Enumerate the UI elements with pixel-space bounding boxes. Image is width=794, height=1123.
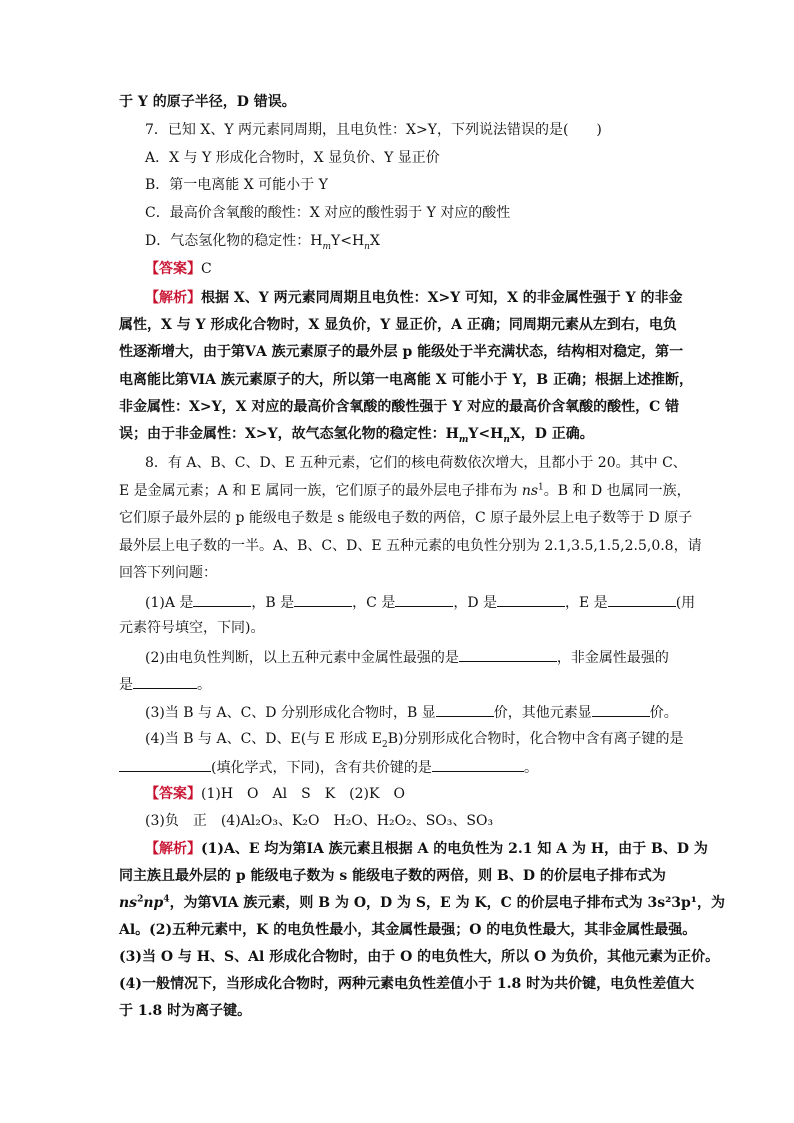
q8-subquestion-4: (4)当 B 与 A、C、D、E(与 E 形成 $E_2B$)分别形成化合物时，化合物中含有离子键的是 (145, 731, 684, 750)
q8-analysis-line-1: 【解析】(1)A、E 均为第ⅠA 族元素且根据 A 的电负性为 2.1 知 A 为 H，由于 B、D 为 (145, 841, 708, 857)
q7-analysis-line-4: 电离能比第ⅥA 族元素原子的大，所以第一电离能 X 可能小于 Y，B 正确；根据上述推断， (119, 372, 694, 388)
q7-option-b: B．第一电离能 X 可能小于 Y (145, 177, 328, 193)
q8-stem-line-4: 最外层上电子数的一半。A、B、C、D、E 五种元素的电负性分别为 2.1,3.5,1.5,2.5,0.8，请 (119, 538, 702, 554)
q8-analysis-line-5: (3)当 O 与 H、S、Al 形成化合物时，由于 O 的电负性大，所以 O 为负价，其他元素为正价。 (119, 949, 720, 965)
answer-blank[interactable] (608, 592, 676, 607)
q7-analysis-line-5: 非金属性：X>Y，X 对应的最高价含氧酸的酸性强于 Y 对应的最高价含氧酸的酸性，C 错 (119, 399, 680, 415)
q8-subquestion-1-cont: 元素符号填空，下同)。 (119, 620, 265, 636)
q8-stem-line-1: 8．有 A、B、C、D、E 五种元素，它们的核电荷数依次增大，且都小于 20。其中 C、 (145, 455, 687, 471)
answer-blank[interactable] (133, 674, 197, 689)
q7-analysis-line-6: 误；由于非金属性：X>Y，故气态氢化物的稳定性：$H_mY<H_nX$，D 正确。 (119, 426, 594, 445)
q7-analysis-line-1: 【解析】根据 X、Y 两元素同周期且电负性：X>Y 可知，X 的非金属性强于 Y 的非金 (145, 290, 683, 306)
q8-stem-line-2: E 是金属元素；A 和 E 属同一族，它们原子的最外层电子排布为 $ns^1$。B 和 D 也属同一族， (119, 482, 691, 499)
analysis-tag: 【解析】 (145, 290, 201, 306)
answer-tag: 【答案】 (145, 261, 201, 277)
q8-analysis-line-7: 于 1.8 时为离子键。 (119, 1003, 252, 1019)
q7-answer-value: C (201, 261, 212, 277)
q7-stem: 7．已知 X、Y 两元素同周期，且电负性：X>Y，下列说法错误的是( ) (145, 122, 602, 138)
q7-analysis-line-2: 属性，X 与 Y 形成化合物时，X 显负价，Y 显正价，A 正确；同周期元素从左到右，电负 (119, 317, 677, 333)
answer-tag: 【答案】 (145, 786, 201, 802)
answer-blank[interactable] (459, 647, 557, 662)
answer-blank[interactable] (294, 592, 352, 607)
q8-subquestion-2: (2)由电负性判断，以上五种元素中金属性最强的是 ，非金属性最强的 (145, 647, 669, 667)
q8-answer-line-2: (3)负 正 (4)Al₂O₃、K₂O H₂O、H₂O₂、SO₃、SO₃ (145, 813, 494, 829)
previous-answer-tail: 于 Y 的原子半径，D 错误。 (119, 94, 296, 110)
analysis-tag: 【解析】 (145, 841, 201, 857)
q8-analysis-line-4: Al。(2)五种元素中，K 的电负性最小，其金属性最强；O 的电负性最大，其非金属性最强。 (119, 922, 697, 938)
q7-answer (145, 260, 212, 278)
answer-blank[interactable] (497, 592, 565, 607)
answer-blank[interactable] (436, 702, 494, 717)
answer-blank[interactable] (119, 757, 211, 772)
q7-analysis-line-3: 性逐渐增大，由于第ⅤA 族元素原子的最外层 p 能级处于半充满状态，结构相对稳定，第一 (119, 344, 684, 360)
q8-analysis-line-3: $ns^2np^4$，为第ⅥA 族元素，则 B 为 O，D 为 S，E 为 K，C 的价层电子排布式为 3s²3p¹，为 (119, 894, 725, 911)
q8-subquestion-3: (3)当 B 与 A、C、D 分别形成化合物时，B 显 价，其他元素显 价。 (145, 702, 678, 722)
q7-option-d: D．气态氢化物的稳定性：$H_mY<H_nX$ (145, 233, 380, 252)
q7-option-c: C．最高价含氧酸的酸性：X 对应的酸性弱于 Y 对应的酸性 (145, 205, 511, 221)
q8-stem-line-3: 它们原子最外层的 p 能级电子数是 s 能级电子数的两倍，C 原子最外层上电子数等于 D 原子 (119, 510, 693, 526)
q8-answer-line-1: 【答案】(1)H O Al S K (2)K O (145, 786, 405, 802)
q8-analysis-line-2: 同主族且最外层的 p 能级电子数为 s 能级电子数的两倍，则 B、D 的价层电子排布式为 (119, 868, 666, 884)
q8-subquestion-2-cont: 是 。 (119, 674, 211, 694)
q8-subquestion-4-cont: (填化学式，下同)，含有共价键的是 。 (119, 757, 538, 777)
answer-blank[interactable] (395, 592, 453, 607)
q7-option-a: A．X 与 Y 形成化合物时，X 显负价、Y 显正价 (145, 150, 440, 166)
answer-blank[interactable] (432, 757, 524, 772)
q8-analysis-line-6: (4)一般情况下，当形成化合物时，两种元素电负性差值小于 1.8 时为共价键，电负性差值大 (119, 976, 695, 992)
answer-blank[interactable] (592, 702, 650, 717)
q8-stem-line-5: 回答下列问题： (119, 565, 217, 581)
answer-blank[interactable] (193, 592, 251, 607)
q8-subquestion-1: (1)A 是 ，B 是 ，C 是 ，D 是 ，E 是 (用 (145, 592, 695, 612)
